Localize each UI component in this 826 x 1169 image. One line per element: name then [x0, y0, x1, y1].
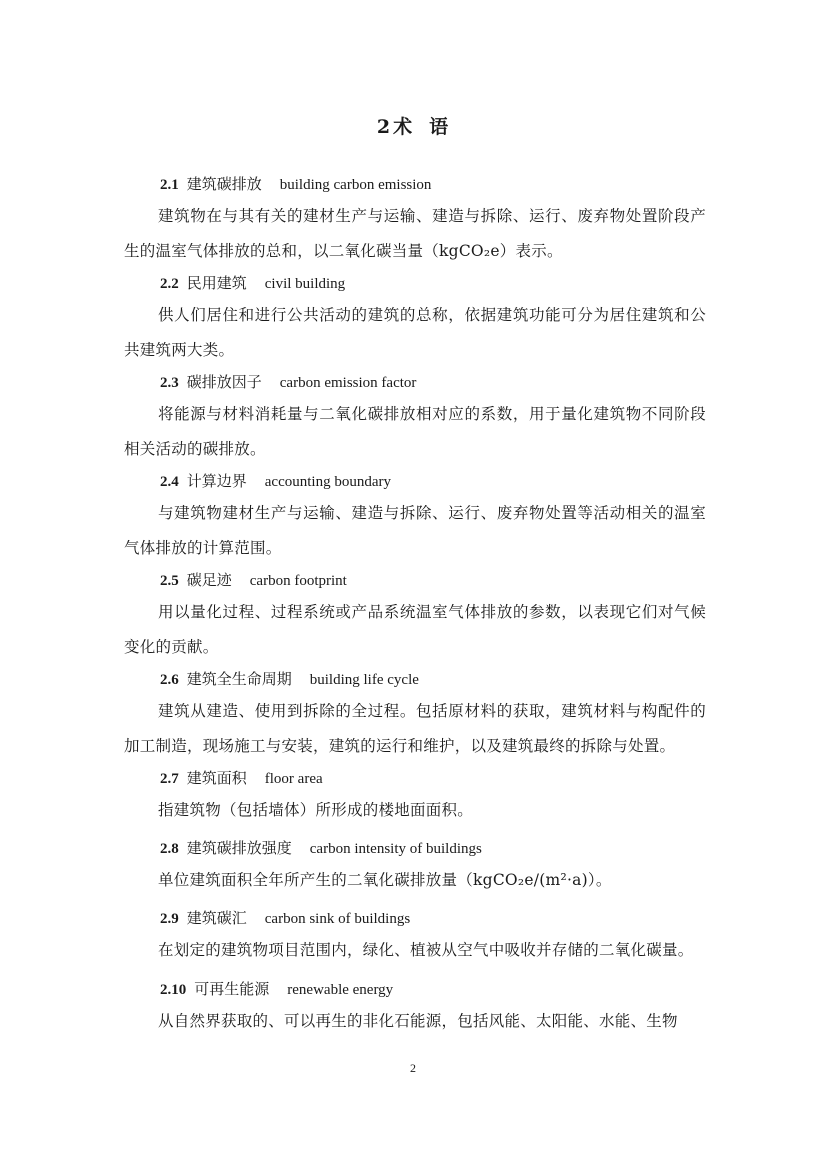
term-chinese: 建筑碳汇: [186, 909, 247, 927]
term-definition: 与建筑物建材生产与运输、建造与拆除、运行、废弃物处置等活动相关的温室气体排放的计算范围。: [124, 504, 706, 557]
term-definition: 供人们居住和进行公共活动的建筑的总称，依据建筑功能可分为居住建筑和公共建筑两大类。: [124, 306, 706, 359]
chapter-title-part1: 术: [393, 116, 414, 138]
term-definition: 用以量化过程、过程系统或产品系统温室气体排放的参数，以表现它们对气候变化的贡献。: [124, 603, 706, 656]
term-definition: 将能源与材料消耗量与二氧化碳排放相对应的系数，用于量化建筑物不同阶段相关活动的碳排放。: [124, 405, 706, 458]
term-english: carbon sink of buildings: [264, 911, 411, 927]
term-heading: [160, 907, 410, 928]
term-definition: 单位建筑面积全年所产生的二氧化碳排放量（kgCO₂e/(m²·a)）。: [158, 871, 612, 889]
term-heading: [160, 767, 323, 788]
term-heading: [160, 978, 393, 999]
term-english: renewable energy: [287, 982, 394, 998]
term-english: carbon intensity of buildings: [309, 841, 482, 857]
term-number: 2.6: [160, 672, 179, 688]
term-english: building life cycle: [309, 672, 419, 688]
term-chinese: 可再生能源: [194, 980, 270, 998]
term-chinese: 建筑面积: [186, 769, 247, 787]
term-heading: [160, 837, 482, 858]
term-definition: 建筑从建造、使用到拆除的全过程。包括原材料的获取，建筑材料与构配件的加工制造，现场施工与安装，建筑的运行和维护，以及建筑最终的拆除与处置。: [124, 702, 706, 755]
term-english: carbon emission factor: [279, 375, 417, 391]
term-chinese: 建筑碳排放强度: [186, 839, 292, 857]
term-number: 2.4: [160, 474, 179, 490]
term-number: 2.1: [160, 177, 179, 193]
term-heading: [160, 272, 345, 293]
term-heading: [160, 371, 416, 392]
term-number: 2.3: [160, 375, 179, 391]
term-chinese: 碳足迹: [186, 571, 232, 589]
page-number: 2: [410, 1061, 416, 1075]
term-english: building carbon emission: [279, 177, 432, 193]
term-chinese: 民用建筑: [186, 274, 247, 292]
chapter-number: 2: [376, 116, 392, 138]
term-number: 2.10: [160, 982, 187, 998]
term-definition: 在划定的建筑物项目范围内，绿化、植被从空气中吸收并存储的二氧化碳量。: [158, 941, 694, 959]
chapter-title-part2: 语: [429, 116, 450, 138]
term-number: 2.7: [160, 771, 179, 787]
term-definition: 从自然界获取的、可以再生的非化石能源，包括风能、太阳能、水能、生物: [158, 1012, 678, 1030]
term-chinese: 建筑碳排放: [186, 175, 262, 193]
term-english: carbon footprint: [249, 573, 347, 589]
term-heading: [160, 569, 347, 590]
term-chinese: 碳排放因子: [186, 373, 262, 391]
term-definition: 指建筑物（包括墙体）所形成的楼地面面积。: [158, 801, 474, 819]
term-number: 2.9: [160, 911, 179, 927]
term-english: civil building: [264, 276, 346, 292]
term-chinese: 计算边界: [186, 472, 247, 490]
term-heading: [160, 173, 431, 194]
term-english: accounting boundary: [264, 474, 391, 490]
term-definition: 建筑物在与其有关的建材生产与运输、建造与拆除、运行、废弃物处置阶段产生的温室气体排放的总和，以二氧化碳当量（kgCO₂e）表示。: [124, 207, 706, 260]
term-heading: [160, 470, 391, 491]
term-english: floor area: [264, 771, 323, 787]
chapter-title: [0, 112, 826, 139]
term-heading: [160, 668, 419, 689]
term-number: 2.8: [160, 841, 179, 857]
term-chinese: 建筑全生命周期: [186, 670, 292, 688]
term-number: 2.5: [160, 573, 179, 589]
term-number: 2.2: [160, 276, 179, 292]
